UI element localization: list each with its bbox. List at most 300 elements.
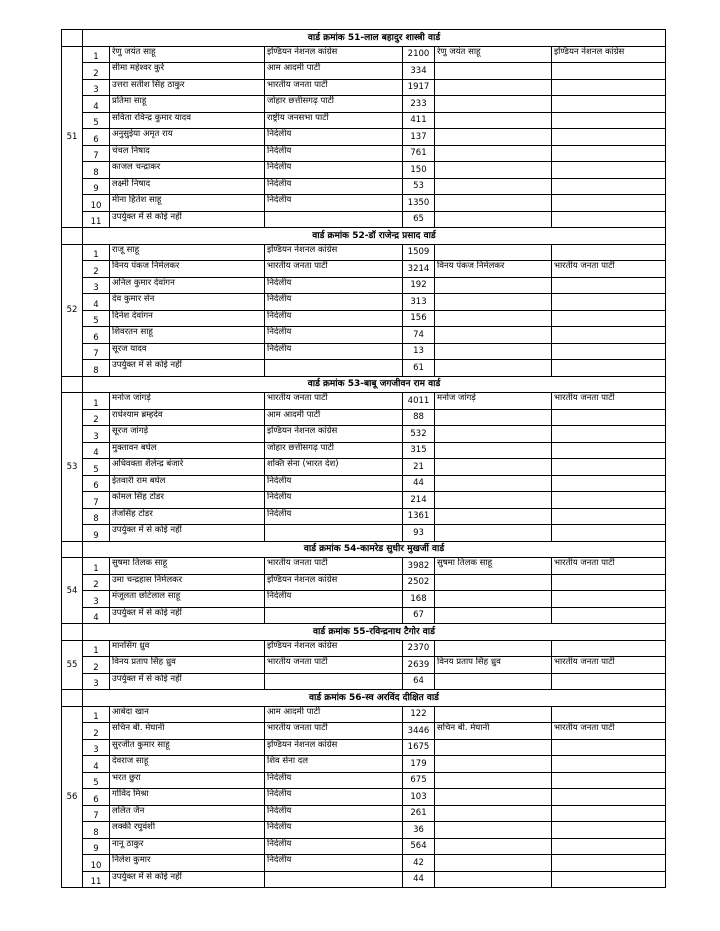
candidate-row [62, 112, 666, 129]
serial-number: 1 [83, 244, 110, 261]
candidate-name: काजल चन्द्राकर [110, 162, 265, 179]
candidate-row [62, 343, 666, 360]
vote-count: 313 [403, 294, 435, 311]
serial-number: 6 [83, 475, 110, 492]
ward-title: वार्ड क्रमांक 55-रविन्द्रनाथ टैगोर वार्ड [83, 624, 666, 641]
serial-number: 2 [83, 261, 110, 278]
serial-number: 5 [83, 459, 110, 476]
vote-count: 1509 [403, 244, 435, 261]
winner-party: भारतीय जनता पार्टी [552, 657, 666, 674]
candidate-row [62, 393, 666, 410]
ward-title-spacer [62, 541, 83, 558]
winner-name [435, 640, 552, 657]
winner-party [552, 145, 666, 162]
winner-name [435, 244, 552, 261]
serial-number: 8 [83, 822, 110, 839]
candidate-name: लक्की रघुवंशी [110, 822, 265, 839]
vote-count: 122 [403, 706, 435, 723]
vote-count: 334 [403, 63, 435, 80]
candidate-row [62, 673, 666, 690]
party-name: निर्दलीय [265, 129, 403, 146]
winner-name [435, 475, 552, 492]
serial-number: 8 [83, 360, 110, 377]
candidate-row [62, 162, 666, 179]
winner-name [435, 162, 552, 179]
winner-name [435, 195, 552, 212]
candidate-name: सूरज यादव [110, 343, 265, 360]
winner-name: मनोज जांगड़े [435, 393, 552, 410]
ward-title-row [62, 690, 666, 707]
serial-number: 1 [83, 640, 110, 657]
ward-title-spacer [62, 228, 83, 245]
candidate-name: ईतवारी राम बघेल [110, 475, 265, 492]
candidate-name: अनुसुईया अमृत राय [110, 129, 265, 146]
serial-number: 8 [83, 162, 110, 179]
serial-number: 9 [83, 525, 110, 542]
winner-party [552, 294, 666, 311]
winner-party [552, 63, 666, 80]
party-name [265, 525, 403, 542]
vote-count: 21 [403, 459, 435, 476]
serial-number: 7 [83, 805, 110, 822]
serial-number: 11 [83, 211, 110, 228]
ward-title-row [62, 624, 666, 641]
vote-count: 1361 [403, 508, 435, 525]
vote-count: 53 [403, 178, 435, 195]
winner-name: विनय पंकज निर्मलकर [435, 261, 552, 278]
ward-title-spacer [62, 30, 83, 47]
candidate-row [62, 145, 666, 162]
candidate-name: नानू ठाकुर [110, 838, 265, 855]
vote-count: 61 [403, 360, 435, 377]
vote-count: 3982 [403, 558, 435, 575]
winner-party [552, 673, 666, 690]
candidate-row [62, 79, 666, 96]
serial-number: 4 [83, 607, 110, 624]
vote-count: 42 [403, 855, 435, 872]
party-name [265, 673, 403, 690]
winner-name [435, 360, 552, 377]
winner-party [552, 409, 666, 426]
serial-number: 9 [83, 838, 110, 855]
winner-party [552, 772, 666, 789]
party-name: निर्दलीय [265, 343, 403, 360]
winner-party [552, 244, 666, 261]
winner-name [435, 739, 552, 756]
vote-count: 315 [403, 442, 435, 459]
candidate-name: चंचल निषाद [110, 145, 265, 162]
candidate-row [62, 508, 666, 525]
ward-title-spacer [62, 376, 83, 393]
candidate-row [62, 96, 666, 113]
vote-count: 150 [403, 162, 435, 179]
serial-number: 6 [83, 129, 110, 146]
candidate-row [62, 310, 666, 327]
winner-party [552, 855, 666, 872]
vote-count: 74 [403, 327, 435, 344]
candidate-row [62, 723, 666, 740]
serial-number: 6 [83, 327, 110, 344]
party-name: निर्दलीय [265, 277, 403, 294]
candidate-row [62, 871, 666, 888]
party-name: भारतीय जनता पार्टी [265, 261, 403, 278]
winner-name [435, 574, 552, 591]
party-name: निर्दलीय [265, 145, 403, 162]
vote-count: 411 [403, 112, 435, 129]
candidate-row [62, 789, 666, 806]
winner-party [552, 871, 666, 888]
candidate-name: विनय पंकज निर्मलकर [110, 261, 265, 278]
winner-name [435, 145, 552, 162]
candidate-row [62, 525, 666, 542]
candidate-name: शिवरतन साहू [110, 327, 265, 344]
winner-name [435, 492, 552, 509]
party-name: निर्दलीय [265, 492, 403, 509]
candidate-name: सुरजीत कुमार साहू [110, 739, 265, 756]
winner-party [552, 475, 666, 492]
party-name: निर्दलीय [265, 855, 403, 872]
vote-count: 261 [403, 805, 435, 822]
winner-name [435, 772, 552, 789]
winner-party [552, 706, 666, 723]
serial-number: 3 [83, 277, 110, 294]
winner-name [435, 756, 552, 773]
winner-party: भारतीय जनता पार्टी [552, 558, 666, 575]
candidate-name: अनिल कुमार देवांगन [110, 277, 265, 294]
winner-party [552, 211, 666, 228]
vote-count: 179 [403, 756, 435, 773]
serial-number: 2 [83, 409, 110, 426]
winner-party [552, 805, 666, 822]
winner-party [552, 426, 666, 443]
candidate-row [62, 739, 666, 756]
vote-count: 233 [403, 96, 435, 113]
candidate-name: सूरज जांगड़े [110, 426, 265, 443]
candidate-row [62, 459, 666, 476]
candidate-name: राजू साहू [110, 244, 265, 261]
candidate-name: उपर्युक्त में से कोई नहीं [110, 360, 265, 377]
serial-number: 4 [83, 96, 110, 113]
candidate-row [62, 838, 666, 855]
ward-title-spacer [62, 624, 83, 641]
winner-name [435, 63, 552, 80]
party-name: निर्दलीय [265, 195, 403, 212]
party-name: इण्डियन नेशनल कांग्रेस [265, 640, 403, 657]
party-name: जोहार छत्तीसगढ़ पार्टी [265, 96, 403, 113]
party-name: निर्दलीय [265, 805, 403, 822]
vote-count: 2502 [403, 574, 435, 591]
candidate-name: उपर्युक्त में से कोई नहीं [110, 525, 265, 542]
party-name: इण्डियन नेशनल कांग्रेस [265, 739, 403, 756]
vote-count: 44 [403, 475, 435, 492]
candidate-row [62, 558, 666, 575]
vote-count: 64 [403, 673, 435, 690]
winner-name [435, 855, 552, 872]
candidate-name: उमा चन्द्रहास निर्मलकर [110, 574, 265, 591]
ward-number: 55 [62, 640, 83, 690]
vote-count: 168 [403, 591, 435, 608]
ward-title: वार्ड क्रमांक 51-लाल बहादुर शास्त्री वार्ड [83, 30, 666, 47]
party-name: निर्दलीय [265, 162, 403, 179]
vote-count: 1350 [403, 195, 435, 212]
candidate-name: तेजसिंह टोडर [110, 508, 265, 525]
serial-number: 2 [83, 657, 110, 674]
vote-count: 4011 [403, 393, 435, 410]
serial-number: 8 [83, 508, 110, 525]
ward-title: वार्ड क्रमांक 54-कामरेड सुधीर मुखर्जी वार्ड [83, 541, 666, 558]
party-name: निर्दलीय [265, 789, 403, 806]
vote-count: 2639 [403, 657, 435, 674]
serial-number: 11 [83, 871, 110, 888]
winner-name [435, 822, 552, 839]
party-name: निर्दलीय [265, 591, 403, 608]
winner-name [435, 129, 552, 146]
winner-party [552, 525, 666, 542]
winner-party [552, 195, 666, 212]
vote-count: 214 [403, 492, 435, 509]
party-name: भारतीय जनता पार्टी [265, 723, 403, 740]
serial-number: 3 [83, 79, 110, 96]
winner-party [552, 822, 666, 839]
winner-name [435, 426, 552, 443]
candidate-name: मीना हितेश साहू [110, 195, 265, 212]
ward-results-body [62, 30, 666, 888]
party-name: इण्डियन नेशनल कांग्रेस [265, 244, 403, 261]
vote-count: 532 [403, 426, 435, 443]
candidate-row [62, 46, 666, 63]
ward-title-row [62, 541, 666, 558]
candidate-name: प्रतिमा साहू [110, 96, 265, 113]
serial-number: 3 [83, 739, 110, 756]
party-name: राष्ट्रीय जनसभा पार्टी [265, 112, 403, 129]
winner-party [552, 79, 666, 96]
winner-name [435, 706, 552, 723]
candidate-name: दिनेश देवांगन [110, 310, 265, 327]
candidate-row [62, 607, 666, 624]
candidate-name: उपर्युक्त में से कोई नहीं [110, 607, 265, 624]
winner-party [552, 838, 666, 855]
vote-count: 36 [403, 822, 435, 839]
winner-name [435, 294, 552, 311]
serial-number: 1 [83, 46, 110, 63]
candidate-row [62, 244, 666, 261]
candidate-row [62, 574, 666, 591]
candidate-row [62, 640, 666, 657]
winner-name [435, 79, 552, 96]
winner-name: सुषमा तिलक साहू [435, 558, 552, 575]
candidate-name: देवराज साहू [110, 756, 265, 773]
party-name [265, 607, 403, 624]
candidate-row [62, 360, 666, 377]
candidate-row [62, 591, 666, 608]
party-name: निर्दलीय [265, 178, 403, 195]
party-name [265, 871, 403, 888]
candidate-name: लक्ष्मी निषाद [110, 178, 265, 195]
party-name: जोहार छत्तीसगढ़ पार्टी [265, 442, 403, 459]
candidate-name: उत्तरा सतीश सिंह ठाकुर [110, 79, 265, 96]
winner-party [552, 640, 666, 657]
candidate-row [62, 409, 666, 426]
winner-party [552, 508, 666, 525]
serial-number: 5 [83, 310, 110, 327]
winner-name: रेणु जयंत साहू [435, 46, 552, 63]
winner-name [435, 178, 552, 195]
party-name: निर्दलीय [265, 294, 403, 311]
winner-party [552, 112, 666, 129]
candidate-row [62, 475, 666, 492]
candidate-name: ललित जैन [110, 805, 265, 822]
winner-party [552, 442, 666, 459]
serial-number: 7 [83, 492, 110, 509]
serial-number: 2 [83, 723, 110, 740]
winner-party: भारतीय जनता पार्टी [552, 261, 666, 278]
winner-party [552, 607, 666, 624]
winner-name: सचिन बी. मेघानी [435, 723, 552, 740]
candidate-name: सविता रविन्द्र कुमार यादव [110, 112, 265, 129]
serial-number: 9 [83, 178, 110, 195]
ward-title: वार्ड क्रमांक 56-स्व अरविंद दीक्षित वार्ड [83, 690, 666, 707]
serial-number: 3 [83, 673, 110, 690]
serial-number: 7 [83, 145, 110, 162]
candidate-name: मुक्तावन बघेल [110, 442, 265, 459]
vote-count: 1917 [403, 79, 435, 96]
ward-title-spacer [62, 690, 83, 707]
vote-count: 156 [403, 310, 435, 327]
serial-number: 4 [83, 756, 110, 773]
winner-party [552, 162, 666, 179]
ward-title: वार्ड क्रमांक 52-डॉ राजेन्द्र प्रसाद वार्ड [83, 228, 666, 245]
party-name: निर्दलीय [265, 508, 403, 525]
party-name: शक्ति सेना (भारत देश) [265, 459, 403, 476]
winner-party [552, 327, 666, 344]
winner-name [435, 327, 552, 344]
serial-number: 6 [83, 789, 110, 806]
winner-party: इण्डियन नेशनल कांग्रेस [552, 46, 666, 63]
ward-number: 52 [62, 244, 83, 376]
serial-number: 10 [83, 195, 110, 212]
serial-number: 1 [83, 558, 110, 575]
winner-party: भारतीय जनता पार्टी [552, 393, 666, 410]
ward-number: 56 [62, 706, 83, 888]
winner-name [435, 838, 552, 855]
serial-number: 10 [83, 855, 110, 872]
winner-name [435, 96, 552, 113]
vote-count: 137 [403, 129, 435, 146]
ward-title-row [62, 30, 666, 47]
candidate-row [62, 805, 666, 822]
vote-count: 192 [403, 277, 435, 294]
winner-name [435, 277, 552, 294]
ward-results-table [61, 29, 666, 888]
winner-name [435, 591, 552, 608]
winner-party: भारतीय जनता पार्टी [552, 723, 666, 740]
candidate-name: सुषमा तिलक साहू [110, 558, 265, 575]
party-name: निर्दलीय [265, 822, 403, 839]
candidate-name: उपर्युक्त में से कोई नहीं [110, 211, 265, 228]
party-name [265, 211, 403, 228]
winner-name [435, 211, 552, 228]
serial-number: 5 [83, 772, 110, 789]
party-name: शिव सेना दल [265, 756, 403, 773]
winner-party [552, 591, 666, 608]
party-name: निर्दलीय [265, 310, 403, 327]
ward-title-row [62, 228, 666, 245]
candidate-row [62, 706, 666, 723]
candidate-row [62, 294, 666, 311]
candidate-name: मानसिंग ध्रुव [110, 640, 265, 657]
winner-name [435, 409, 552, 426]
vote-count: 93 [403, 525, 435, 542]
winner-name [435, 871, 552, 888]
vote-count: 761 [403, 145, 435, 162]
winner-name [435, 459, 552, 476]
winner-name [435, 607, 552, 624]
winner-name [435, 525, 552, 542]
candidate-name: मंजूलता छोटेलाल साहू [110, 591, 265, 608]
candidate-name: सचिन बी. मेघानी [110, 723, 265, 740]
ward-title-row [62, 376, 666, 393]
candidate-row [62, 426, 666, 443]
party-name: निर्दलीय [265, 838, 403, 855]
party-name [265, 360, 403, 377]
candidate-name: देव कुमार सेन [110, 294, 265, 311]
candidate-row [62, 261, 666, 278]
vote-count: 67 [403, 607, 435, 624]
winner-name [435, 310, 552, 327]
party-name: आम आदमी पार्टी [265, 409, 403, 426]
candidate-name: उपर्युक्त में से कोई नहीं [110, 673, 265, 690]
serial-number: 2 [83, 63, 110, 80]
vote-count: 2370 [403, 640, 435, 657]
candidate-row [62, 657, 666, 674]
party-name: भारतीय जनता पार्टी [265, 79, 403, 96]
winner-party [552, 459, 666, 476]
winner-name [435, 112, 552, 129]
serial-number: 2 [83, 574, 110, 591]
candidate-row [62, 277, 666, 294]
vote-count: 564 [403, 838, 435, 855]
winner-party [552, 492, 666, 509]
party-name: भारतीय जनता पार्टी [265, 393, 403, 410]
ward-number: 53 [62, 393, 83, 542]
winner-name [435, 673, 552, 690]
candidate-name: निलेश कुमार [110, 855, 265, 872]
vote-count: 675 [403, 772, 435, 789]
party-name: निर्दलीय [265, 772, 403, 789]
ward-number: 54 [62, 558, 83, 624]
serial-number: 5 [83, 112, 110, 129]
winner-party [552, 789, 666, 806]
party-name: निर्दलीय [265, 475, 403, 492]
candidate-row [62, 63, 666, 80]
candidate-name: विनय प्रताप सिंह ध्रुव [110, 657, 265, 674]
candidate-name: आबेदा खान [110, 706, 265, 723]
party-name: आम आदमी पार्टी [265, 706, 403, 723]
winner-party [552, 96, 666, 113]
winner-name [435, 789, 552, 806]
winner-party [552, 178, 666, 195]
winner-party [552, 277, 666, 294]
candidate-name: राधेश्याम ब्रम्हदेव [110, 409, 265, 426]
ward-title: वार्ड क्रमांक 53-बाबू जगजीवन राम वार्ड [83, 376, 666, 393]
serial-number: 7 [83, 343, 110, 360]
serial-number: 3 [83, 426, 110, 443]
winner-name [435, 442, 552, 459]
winner-party [552, 574, 666, 591]
serial-number: 3 [83, 591, 110, 608]
candidate-row [62, 129, 666, 146]
serial-number: 1 [83, 393, 110, 410]
